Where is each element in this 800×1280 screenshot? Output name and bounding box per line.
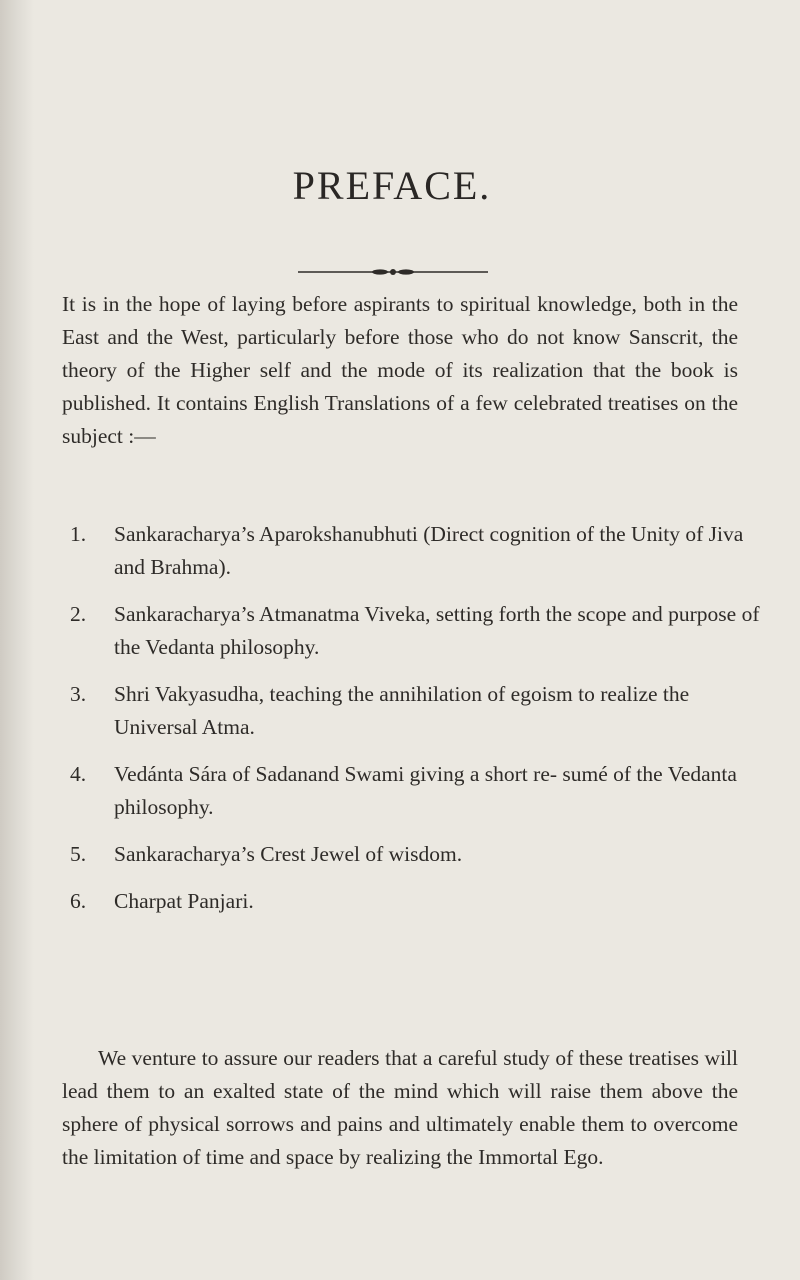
list-item bbox=[62, 838, 762, 871]
list-item-number: 4. bbox=[70, 762, 87, 786]
closing-paragraph: We venture to assure our readers that a careful study of these treatises will lead them to an exalted state of the mind which will raise them above the sphere of physical sorrows and pains and ultimately enable them to overcome the limitation of time and space by realizing the Immortal Ego. bbox=[62, 1046, 738, 1169]
list-item bbox=[62, 885, 762, 918]
title-ornament-divider bbox=[298, 268, 488, 276]
list-item-text: Shri Vakyasudha, teaching the annihilation of egoism to realize the Universal Atma. bbox=[114, 682, 690, 739]
list-item bbox=[62, 518, 762, 584]
page-title: PREFACE. bbox=[292, 163, 492, 208]
list-item-number: 6. bbox=[70, 889, 87, 913]
list-item-text: Vedánta Sára of Sadanand Swami giving a short re- sumé of the Vedanta philosophy. bbox=[114, 762, 737, 819]
treatise-list bbox=[62, 518, 762, 932]
list-item bbox=[62, 598, 762, 664]
list-item-number: 3. bbox=[70, 682, 87, 706]
list-item-number: 1. bbox=[70, 522, 87, 546]
page-edge-shadow bbox=[0, 0, 34, 1280]
list-item-text: Sankaracharya’s Atmanatma Viveka, setting forth the scope and purpose of the Vedanta philosophy. bbox=[114, 602, 760, 659]
intro-paragraph: It is in the hope of laying before aspirants to spiritual knowledge, both in the East and the West, particularly before those who do not know Sanscrit, the theory of the Higher self and the mode of its realization that the book is published. It contains English Translations of a few celebrated treatises on the subject :— bbox=[62, 292, 738, 448]
list-item bbox=[62, 758, 762, 824]
list-item-number: 2. bbox=[70, 602, 87, 626]
list-item-text: Sankaracharya’s Crest Jewel of wisdom. bbox=[114, 842, 463, 866]
list-item-text: Sankaracharya’s Aparokshanubhuti (Direct cognition of the Unity of Jiva and Brahma). bbox=[114, 522, 744, 579]
preface-page bbox=[62, 0, 780, 1280]
list-item-number: 5. bbox=[70, 842, 87, 866]
list-item bbox=[62, 678, 762, 744]
list-item-text: Charpat Panjari. bbox=[114, 889, 254, 913]
